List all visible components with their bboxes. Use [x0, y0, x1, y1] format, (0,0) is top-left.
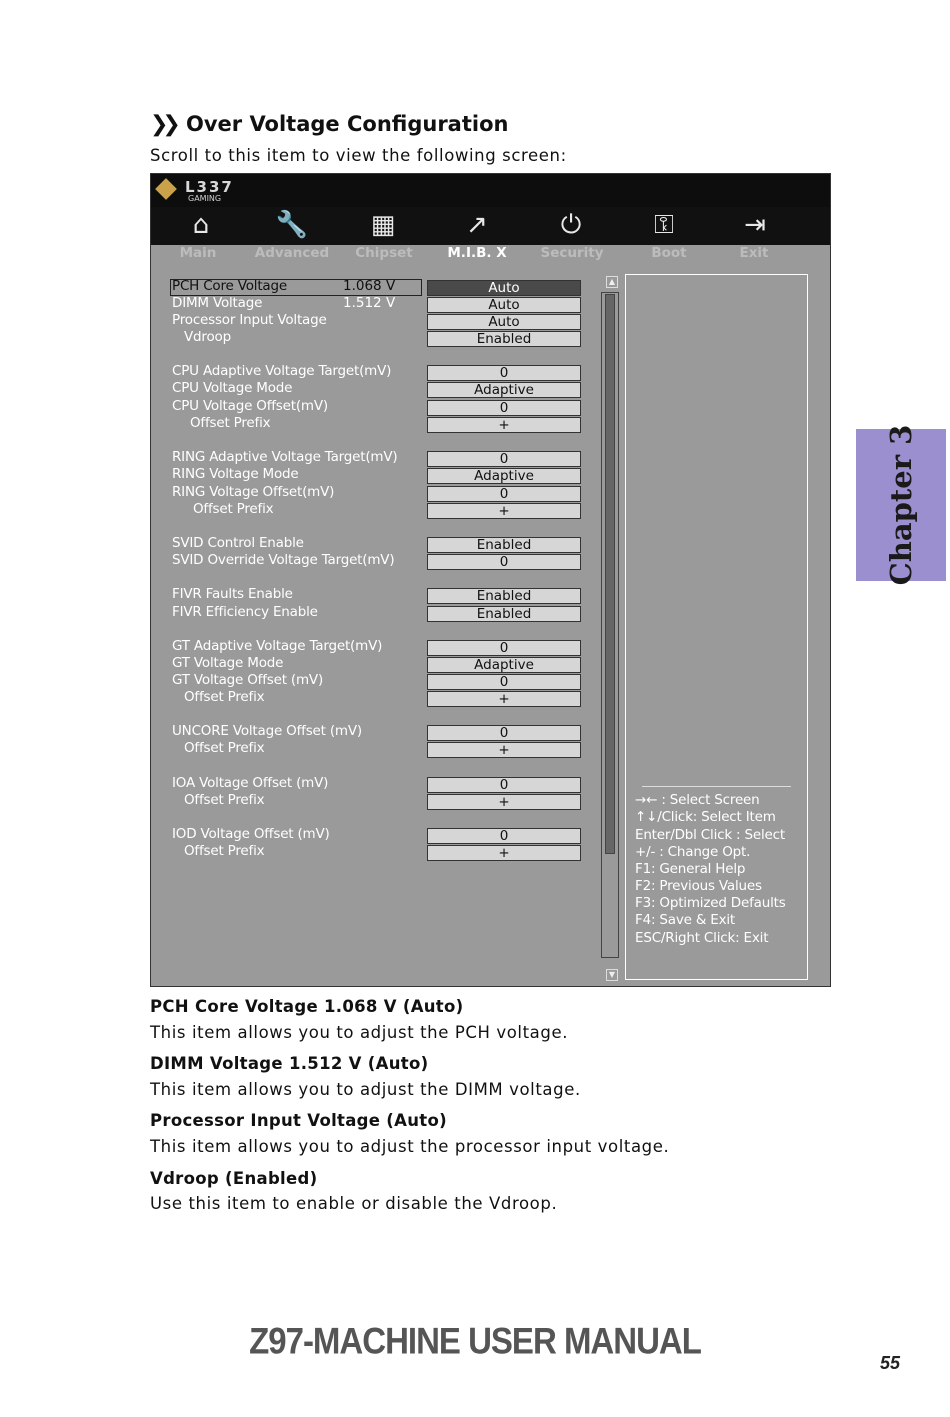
scrollbar-thumb[interactable] — [605, 294, 615, 854]
setting-label[interactable]: DIMM Voltage — [172, 295, 263, 311]
help-line: F4: Save & Exit — [635, 912, 736, 928]
setting-value[interactable]: Enabled — [427, 331, 581, 347]
desc-text-dimm: This item allows you to adjust the DIMM voltage. — [150, 1080, 581, 1099]
chip-icon[interactable]: ▦ — [370, 210, 396, 240]
setting-value[interactable]: Adaptive — [427, 468, 581, 484]
tab-boot[interactable]: Boot — [651, 245, 687, 261]
tab-exit[interactable]: Exit — [739, 245, 769, 261]
setting-value[interactable]: + — [427, 417, 581, 433]
setting-value[interactable]: 0 — [427, 554, 581, 570]
page-number: 55 — [880, 1353, 901, 1373]
setting-value[interactable]: Auto — [427, 280, 581, 296]
double-chevron-icon: ❯❯ — [150, 112, 175, 137]
wrench-icon[interactable]: 🔧 — [275, 210, 309, 240]
desc-text-processor: This item allows you to adjust the processor input voltage. — [150, 1137, 670, 1156]
section-title: ❯❯ Over Voltage Configuration — [150, 112, 509, 137]
scroll-down-icon[interactable]: ▼ — [606, 969, 618, 981]
key-icon[interactable]: ⚿ — [654, 210, 674, 240]
scroll-up-icon[interactable]: ▲ — [606, 276, 618, 288]
tab-mib-x[interactable]: M.I.B. X — [447, 245, 507, 261]
setting-label[interactable]: SVID Override Voltage Target(mV) — [172, 552, 395, 568]
setting-value[interactable]: Auto — [427, 297, 581, 313]
setting-value[interactable]: 0 — [427, 674, 581, 690]
setting-label[interactable]: RING Adaptive Voltage Target(mV) — [172, 449, 398, 465]
setting-label[interactable]: Offset Prefix — [193, 501, 274, 517]
setting-label[interactable]: Vdroop — [184, 329, 231, 345]
setting-value[interactable]: 0 — [427, 486, 581, 502]
setting-value[interactable]: + — [427, 794, 581, 810]
setting-label[interactable]: IOA Voltage Offset (mV) — [172, 775, 329, 791]
help-line: F3: Optimized Defaults — [635, 895, 786, 911]
bios-screen — [150, 173, 831, 987]
desc-heading-processor: Processor Input Voltage (Auto) — [150, 1111, 447, 1130]
voltage-reading: 1.068 V — [343, 278, 396, 294]
section-intro: Scroll to this item to view the following screen: — [150, 146, 567, 165]
setting-label[interactable]: Processor Input Voltage — [172, 312, 327, 328]
tab-chipset[interactable]: Chipset — [355, 245, 413, 261]
voltage-reading: 1.512 V — [343, 295, 396, 311]
setting-value[interactable]: 0 — [427, 725, 581, 741]
setting-label[interactable]: FIVR Faults Enable — [172, 586, 293, 602]
settings-list — [151, 174, 601, 986]
desc-heading-vdroop: Vdroop (Enabled) — [150, 1169, 318, 1188]
help-line: ↑↓/Click: Select Item — [635, 809, 776, 825]
setting-value[interactable]: Auto — [427, 314, 581, 330]
setting-label[interactable]: UNCORE Voltage Offset (mV) — [172, 723, 362, 739]
chapter-tab: Chapter 3 — [856, 429, 946, 581]
help-line: +/- : Change Opt. — [635, 844, 751, 860]
setting-label[interactable]: PCH Core Voltage — [172, 278, 287, 294]
setting-label[interactable]: Offset Prefix — [184, 843, 265, 859]
setting-label[interactable]: RING Voltage Mode — [172, 466, 299, 482]
exit-icon[interactable]: ⇥ — [744, 210, 766, 240]
setting-value[interactable]: Adaptive — [427, 382, 581, 398]
desc-text-vdroop: Use this item to enable or disable the Vdroop. — [150, 1194, 558, 1213]
setting-value[interactable]: 0 — [427, 640, 581, 656]
setting-label[interactable]: GT Adaptive Voltage Target(mV) — [172, 638, 383, 654]
setting-value[interactable]: + — [427, 503, 581, 519]
setting-label[interactable]: Offset Prefix — [190, 415, 271, 431]
setting-label[interactable]: GT Voltage Offset (mV) — [172, 672, 324, 688]
setting-label[interactable]: CPU Voltage Offset(mV) — [172, 398, 328, 414]
desc-heading-pch: PCH Core Voltage 1.068 V (Auto) — [150, 997, 464, 1016]
setting-label[interactable]: Offset Prefix — [184, 740, 265, 756]
help-line: ESC/Right Click: Exit — [635, 930, 769, 946]
tab-advanced[interactable]: Advanced — [254, 245, 330, 261]
setting-value[interactable]: 0 — [427, 365, 581, 381]
setting-label[interactable]: RING Voltage Offset(mV) — [172, 484, 335, 500]
setting-value[interactable]: Enabled — [427, 588, 581, 604]
setting-value[interactable]: 0 — [427, 828, 581, 844]
home-icon[interactable]: ⌂ — [192, 210, 210, 240]
setting-value[interactable]: 0 — [427, 777, 581, 793]
desc-heading-dimm: DIMM Voltage 1.512 V (Auto) — [150, 1054, 429, 1073]
help-line: F2: Previous Values — [635, 878, 762, 894]
setting-label[interactable]: CPU Adaptive Voltage Target(mV) — [172, 363, 392, 379]
setting-label[interactable]: FIVR Efficiency Enable — [172, 604, 318, 620]
manual-title: Z97-MACHINE USER MANUAL — [249, 1319, 701, 1362]
help-separator — [642, 786, 791, 787]
setting-value[interactable]: Enabled — [427, 606, 581, 622]
setting-value[interactable]: 0 — [427, 400, 581, 416]
setting-value[interactable]: Enabled — [427, 537, 581, 553]
brand-logo: L337 GAMING — [155, 178, 255, 204]
setting-label[interactable]: GT Voltage Mode — [172, 655, 284, 671]
chart-icon[interactable]: ↗ — [466, 210, 488, 240]
setting-value[interactable]: 0 — [427, 451, 581, 467]
tab-security[interactable]: Security — [540, 245, 604, 261]
setting-label[interactable]: Offset Prefix — [184, 689, 265, 705]
tab-main[interactable]: Main — [179, 245, 217, 261]
setting-label[interactable]: IOD Voltage Offset (mV) — [172, 826, 330, 842]
setting-value[interactable]: + — [427, 845, 581, 861]
power-icon[interactable]: ⏻ — [560, 210, 582, 240]
setting-value[interactable]: Adaptive — [427, 657, 581, 673]
help-line: →← : Select Screen — [635, 792, 760, 808]
setting-value[interactable]: + — [427, 742, 581, 758]
setting-label[interactable]: Offset Prefix — [184, 792, 265, 808]
help-line: Enter/Dbl Click : Select — [635, 827, 785, 843]
setting-label[interactable]: CPU Voltage Mode — [172, 380, 293, 396]
setting-label[interactable]: SVID Control Enable — [172, 535, 304, 551]
help-line: F1: General Help — [635, 861, 746, 877]
setting-value[interactable]: + — [427, 691, 581, 707]
desc-text-pch: This item allows you to adjust the PCH voltage. — [150, 1023, 569, 1042]
